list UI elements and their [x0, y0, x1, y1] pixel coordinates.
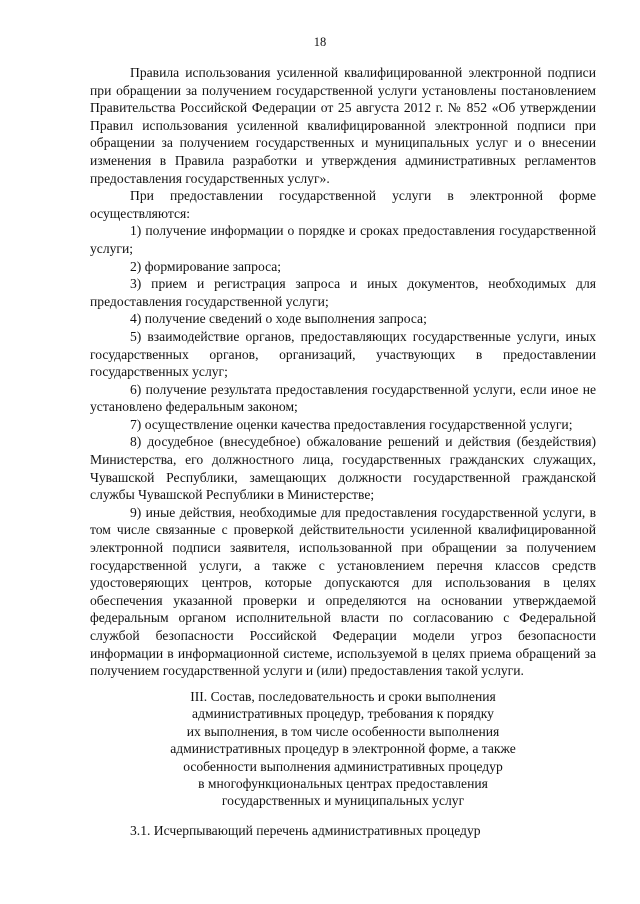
page-number: 18 [313, 35, 327, 49]
list-item-1: 1) получение информации о порядке и сроках предоставления государственной услуги; [90, 223, 596, 256]
list-item-6: 6) получение результата предоставления государственной услуги, если иное не установлено федеральным законом; [90, 381, 596, 415]
section-heading-line: их выполнения, в том числе особенности выполнения [186, 723, 500, 739]
section-heading-line: особенности выполнения административных процедур [183, 758, 503, 774]
paragraph-electronic-form-intro: При предоставлении государственной услуги в электронной форме осуществляются: [90, 188, 596, 221]
body-text [90, 64, 596, 680]
list-item-9: 9) иные действия, необходимые для предоставления государственной услуги, в том числе связанные с проверкой действительности усиленной квалифицированной электронной подписи заявителя, использованной при обращении за получением государственной услуги, а также с установлением перечня классов средств удостоверяющих центров, которые допускаются для использования в целях обеспечения указанной проверки и определяются на основании утверждаемой федеральным органом исполнительной власти по согласованию с Федеральной службой безопасности Российской Федерации модели угроз безопасности информации в информационной системе, используемой в целях приема обращений за получением государственной услуги и (или) предоставления такой услуги. [90, 504, 596, 679]
section-heading-line: административных процедур, требования к порядку [192, 706, 494, 722]
list-item-2: 2) формирование запроса; [130, 258, 282, 274]
section-heading-line: административных процедур в электронной форме, а также [170, 741, 516, 757]
list-item-4: 4) получение сведений о ходе выполнения запроса; [130, 311, 427, 327]
subsection-title: 3.1. Исчерпывающий перечень административных процедур [130, 823, 481, 838]
list-item-5: 5) взаимодействие органов, предоставляющих государственные услуги, иных государственных органов, организаций, участвующих в предоставлении государственных услуг; [90, 328, 596, 380]
list-item-3: 3) прием и регистрация запроса и иных документов, необходимых для предоставления государственной услуги; [90, 276, 596, 309]
list-item-8: 8) досудебное (внесудебное) обжалование решений и действия (бездействия) Министерства, его должностного лица, государственных гражданских служащих, Чувашской Республики, замещающих должности государственной гражданской службы Чувашской Республики в Министерстве; [90, 434, 596, 503]
list-item-7: 7) осуществление оценки качества предоставления государственной услуги; [130, 416, 573, 432]
section-heading-line: III. Состав, последовательность и сроки выполнения [190, 689, 496, 704]
section-heading-line: в многофункциональных центрах предоставления [198, 776, 488, 792]
section-heading [90, 688, 596, 810]
section-heading-line: государственных и муниципальных услуг [221, 793, 465, 809]
paragraph-esignature-rules: Правила использования усиленной квалифицированной электронной подписи при обращении за получением государственной услуги установлены постановлением Правительства Российской Федерации от 25 августа 2012 г. № 852 «Об утверждении Правил использования усиленной квалифицированной электронной подписи при обращении за получением государственных и муниципальных услуг и о внесении изменения в Правила разработки и утверждения административных регламентов предоставления государственных услуг». [90, 65, 596, 186]
